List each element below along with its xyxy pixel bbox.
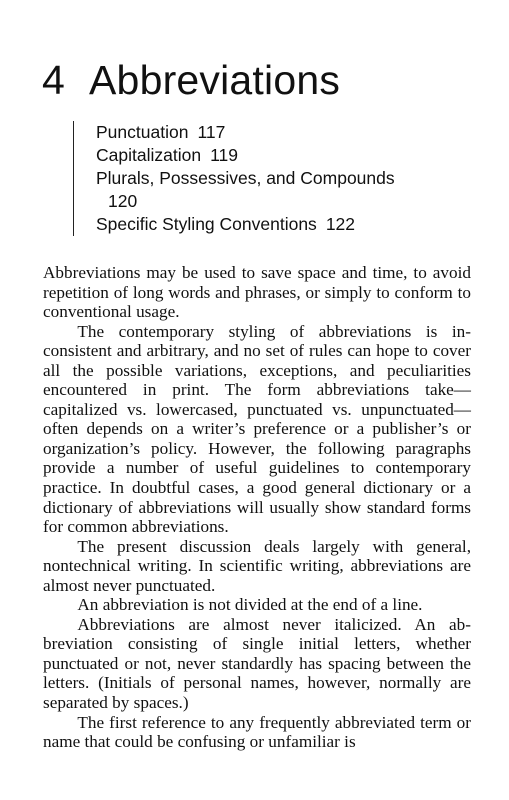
paragraph: The first reference to any frequently abbreviated term or name that could be confusing or unfamiliar is [43,712,471,752]
body-text [43,263,471,752]
paragraph: The present discussion deals largely with general, nontechnical writing. In scientific writing, abbreviations are almost never punctuated. [43,536,471,595]
chapter-heading [42,56,340,104]
toc-item-plurals-possessives-compounds [96,167,496,213]
paragraph: Abbreviations are almost never italicized. An abbreviation consisting of single initial letters, whether punctuated or not, never standardly has spacing between the letters. (Initials of personal names, however, normally are separated by spaces.) [43,614,471,713]
toc-item-specific-styling-conventions [96,213,496,236]
toc-item-page: 119 [210,145,238,165]
paragraph: The contemporary styling of abbreviations is inconsistent and arbitrary, and no set of rules can hope to cover all the possible variations, exceptions, and peculiarities encountered in print. The form abbreviations take—capitalized vs. lowercased, punctuated vs. unpunctuated—often depends on a writer’s preference or a publisher’s or organization’s policy. However, the following paragraphs provide a number of useful guidelines to contemporary practice. In doubtful cases, a good general dictionary or a dictionary of abbreviations will usually show standard forms for common abbreviations. [43,321,471,537]
paragraph: An abbreviation is not divided at the end of a line. [77,595,423,615]
toc-item-page: 120 [108,191,138,211]
toc-item-page: 117 [197,122,226,142]
toc-item-punctuation [96,121,496,144]
chapter-number: 4 [42,57,66,103]
paragraph: Abbreviations may be used to save space and time, to avoid repetition of long words and phrases, or simply to conform to conventional usage. [43,263,471,322]
chapter-contents-list [73,121,496,236]
toc-item-title: Plurals, Possessives, and Compounds [96,168,395,188]
toc-item-title: Specific Styling Conventions [96,214,317,234]
toc-item-page: 122 [325,214,356,234]
chapter-title: Abbreviations [89,57,341,103]
toc-item-title: Punctuation [96,122,189,142]
toc-item-title: Capitalization [96,145,202,165]
toc-item-capitalization [96,144,496,167]
